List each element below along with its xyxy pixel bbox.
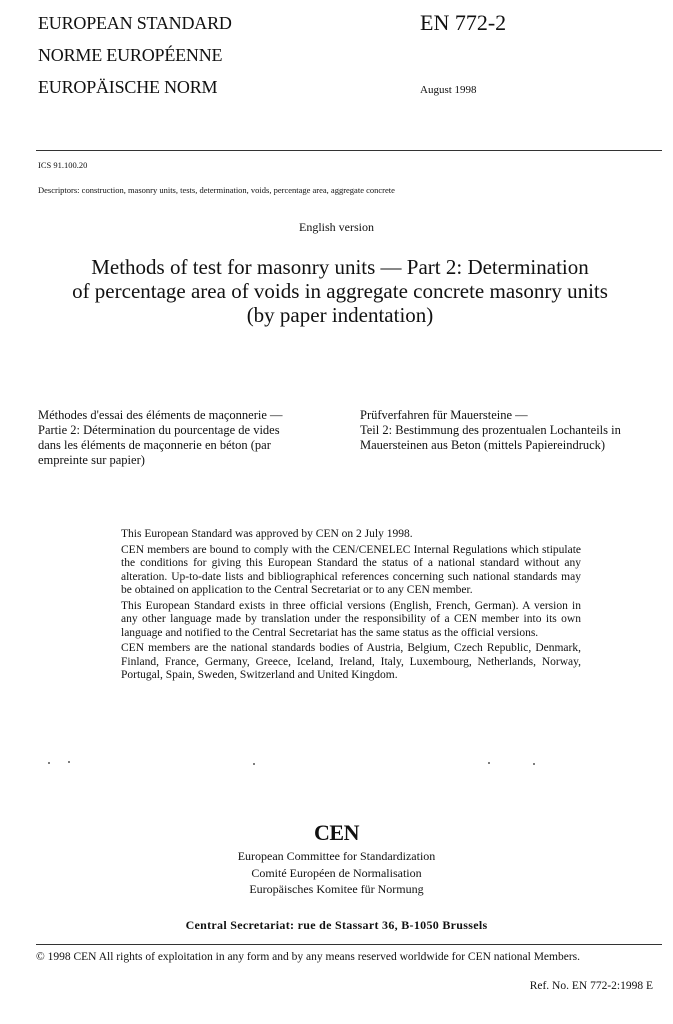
- title-line: (by paper indentation): [246, 303, 434, 327]
- name-french: NORME EUROPÉENNE: [38, 45, 223, 65]
- scan-specks: [48, 760, 608, 766]
- cen-name-english: European Committee for Standardization: [237, 849, 436, 863]
- regulations-paragraph: CEN members are bound to comply with the CEN/CENELEC Internal Regulations which stipulate the conditions for giving this European Standard the status of a national standard without any alteration. Up-to-date lists and bibliographical references concerning such national standards may be obtained on application to the Central Secretariat or to any CEN member.: [121, 543, 581, 596]
- german-title-line: Mauersteinen aus Beton (mittels Papiereindruck): [360, 438, 606, 452]
- cen-name-german: Europäisches Komitee für Normung: [249, 882, 424, 896]
- french-title-line: Partie 2: Détermination du pourcentage de vides: [38, 423, 280, 437]
- standard-number: EN 772-2: [420, 10, 507, 35]
- cen-name-french: Comité Européen de Normalisation: [251, 865, 422, 880]
- language-version: English version: [299, 220, 374, 234]
- french-title-line: Méthodes d'essai des éléments de maçonnerie —: [38, 408, 283, 422]
- footer-divider: [36, 944, 662, 945]
- header-divider: [36, 150, 662, 151]
- title-line: of percentage area of voids in aggregate concrete masonry units: [72, 279, 608, 303]
- members-paragraph: CEN members are the national standards bodies of Austria, Belgium, Czech Republic, Denmark, Finland, France, Germany, Greece, Iceland, Ireland, Italy, Luxembourg, Netherlands, Norway, Portugal, Spain, Sweden, Switzerland and United Kingdom.: [121, 642, 581, 681]
- cen-names: [0, 848, 673, 898]
- french-title-line: empreinte sur papier): [38, 453, 145, 467]
- publication-date: August 1998: [420, 84, 477, 96]
- german-title-line: Prüfverfahren für Mauersteine —: [360, 408, 528, 422]
- document-title: [30, 255, 650, 327]
- french-title: [38, 408, 338, 468]
- central-secretariat: Central Secretariat: rue de Stassart 36, B-1050 Brussels: [185, 918, 488, 932]
- reference-number: Ref. No. EN 772-2:1998 E: [529, 980, 653, 992]
- cen-logo: CEN: [314, 820, 359, 845]
- french-title-line: dans les éléments de maçonnerie en béton (par: [38, 438, 271, 452]
- approval-paragraph: This European Standard was approved by CEN on 2 July 1998.: [121, 528, 413, 540]
- copyright-notice: © 1998 CEN All rights of exploitation in any form and by any means reserved worldwide for CEN national Members.: [36, 951, 581, 963]
- title-line: Methods of test for masonry units — Part 2: Determination: [91, 255, 589, 279]
- german-title: [360, 408, 665, 453]
- german-title-line: Teil 2: Bestimmung des prozentualen Lochanteils in: [360, 423, 621, 437]
- standard-type-names: [38, 12, 232, 108]
- name-german: EUROPÄISCHE NORM: [38, 77, 218, 97]
- ics-code: ICS 91.100.20: [38, 160, 88, 170]
- name-english: EUROPEAN STANDARD: [38, 13, 232, 33]
- descriptors: Descriptors: construction, masonry units, tests, determination, voids, percentage area, aggregate concrete: [38, 185, 395, 195]
- versions-paragraph: This European Standard exists in three official versions (English, French, German). A version in any other language made by translation under the responsibility of a CEN member into its own language and notified to the Central Secretariat has the same status as the official versions.: [121, 599, 581, 639]
- approval-text: [121, 528, 581, 685]
